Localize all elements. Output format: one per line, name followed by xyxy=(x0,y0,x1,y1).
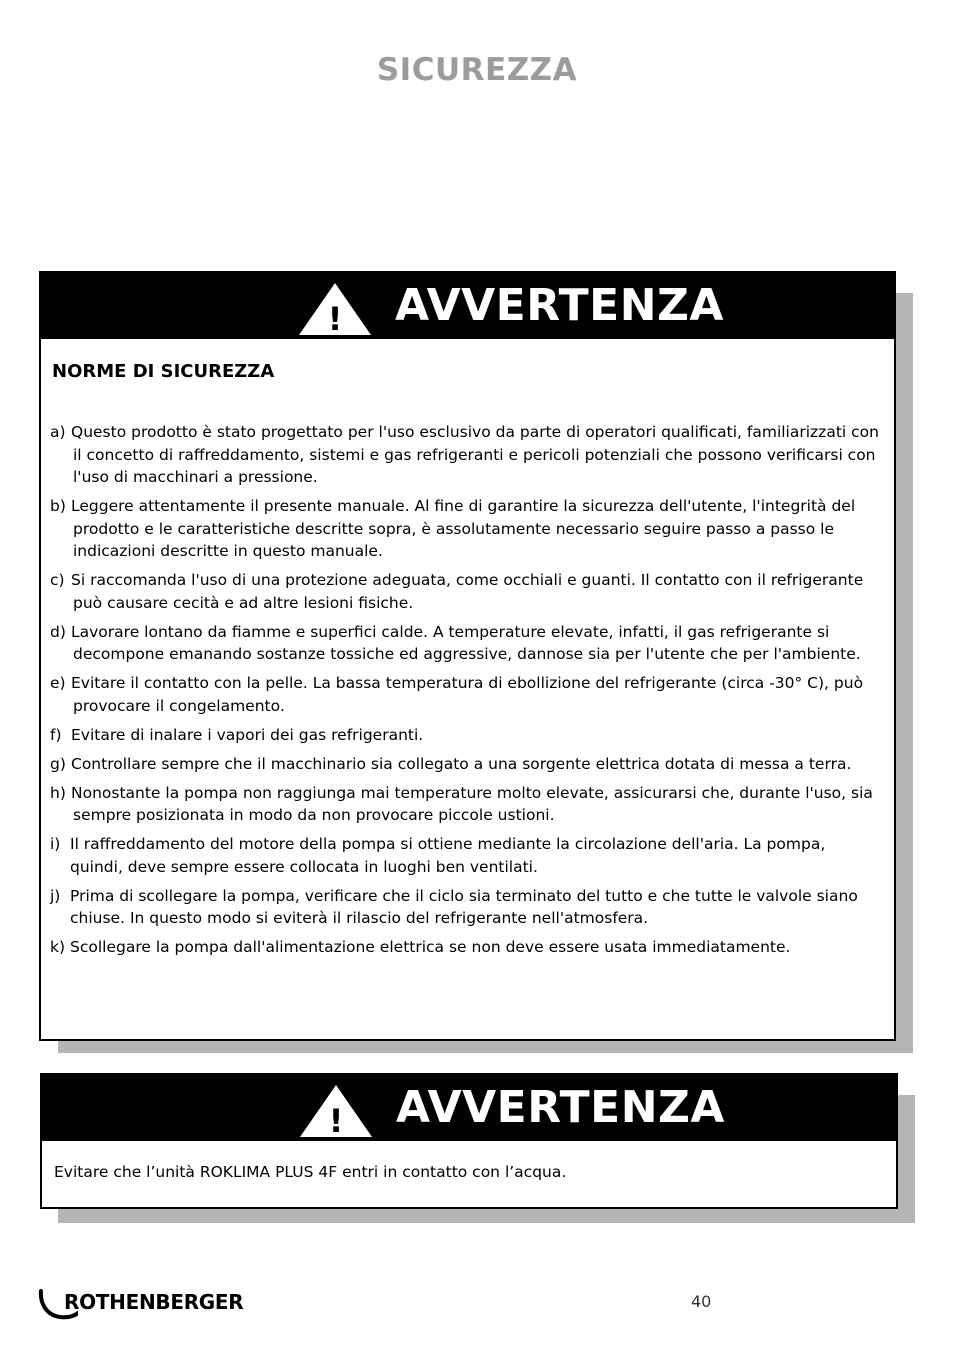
warning-symbol-1: ! xyxy=(327,300,343,335)
rule-g: g) Controllare sempre che il macchinario sia collegato a una sorgente elettrica dotata di messa a terra. xyxy=(50,754,852,773)
warning-triangle-icon xyxy=(300,1085,372,1137)
page-title: SICUREZZA xyxy=(376,52,578,88)
warning-title-1: AVVERTENZA xyxy=(395,280,724,331)
rule-i: i) Il raffreddamento del motore della pompa si ottiene mediante la circolazione dell'aria. La pompa, quindi, deve sempre essere collocata in luoghi ben ventilati. xyxy=(50,835,826,876)
rule-h: h) Nonostante la pompa non raggiunga mai temperature molto elevate, assicurarsi che, durante l'uso, sia sempre posizionata in modo da non provocare piccole ustioni. xyxy=(50,783,873,824)
warning-title-2: AVVERTENZA xyxy=(396,1082,725,1133)
section-title: NORME DI SICUREZZA xyxy=(52,361,275,382)
warning-symbol-2: ! xyxy=(328,1102,344,1137)
warning-box-2 xyxy=(40,1073,898,1209)
page-number: 40 xyxy=(691,1292,712,1311)
rule-e: e) Evitare il contatto con la pelle. La bassa temperatura di ebollizione del refrigerante (circa -30° C), può provocare il congelamento. xyxy=(50,674,864,715)
safety-rules-list xyxy=(50,421,882,965)
warning-box-1 xyxy=(39,271,896,1041)
rule-a: a) Questo prodotto è stato progettato per l'uso esclusivo da parte di operatori qualificati, familiarizzati con il concetto di raffreddamento, sistemi e gas refrigeranti e pericoli potenziali che possono verificarsi con l'uso di macchinari a pressione. xyxy=(50,423,879,486)
rule-c: c) Si raccomanda l'uso di una protezione adeguata, come occhiali e guanti. Il contatto con il refrigerante può causare cecità e ad altre lesioni fisiche. xyxy=(50,571,864,612)
rule-b: b) Leggere attentamente il presente manuale. Al fine di garantire la sicurezza dell'utente, l'integrità del prodotto e le caratteristiche descritte sopra, è assolutamente necessario seguire passo a passo le indicazioni descritte in questo manuale. xyxy=(50,497,856,560)
warning-triangle-icon xyxy=(299,283,371,335)
warning-header-1 xyxy=(41,273,894,339)
rule-d: d) Lavorare lontano da fiamme e superfici calde. A temperature elevate, infatti, il gas refrigerante si decompone emanando sostanze tossiche ed aggressive, dannose sia per l'utente che per l'ambiente. xyxy=(50,622,861,663)
brand-name: ROTHENBERGER xyxy=(64,1290,244,1314)
rule-k: k) Scollegare la pompa dall'alimentazione elettrica se non deve essere usata immediatamente. xyxy=(50,938,791,956)
rule-j: j) Prima di scollegare la pompa, verificare che il ciclo sia terminato del tutto e che tutte le valvole siano chiuse. In questo modo si eviterà il rilascio del refrigerante nell'atmosfera. xyxy=(50,886,858,927)
warning-header-2 xyxy=(42,1075,896,1141)
rule-f: f) Evitare di inalare i vapori dei gas refrigeranti. xyxy=(50,725,424,744)
water-warning-text: Evitare che l’unità ROKLIMA PLUS 4F entri in contatto con l’acqua. xyxy=(54,1163,567,1181)
